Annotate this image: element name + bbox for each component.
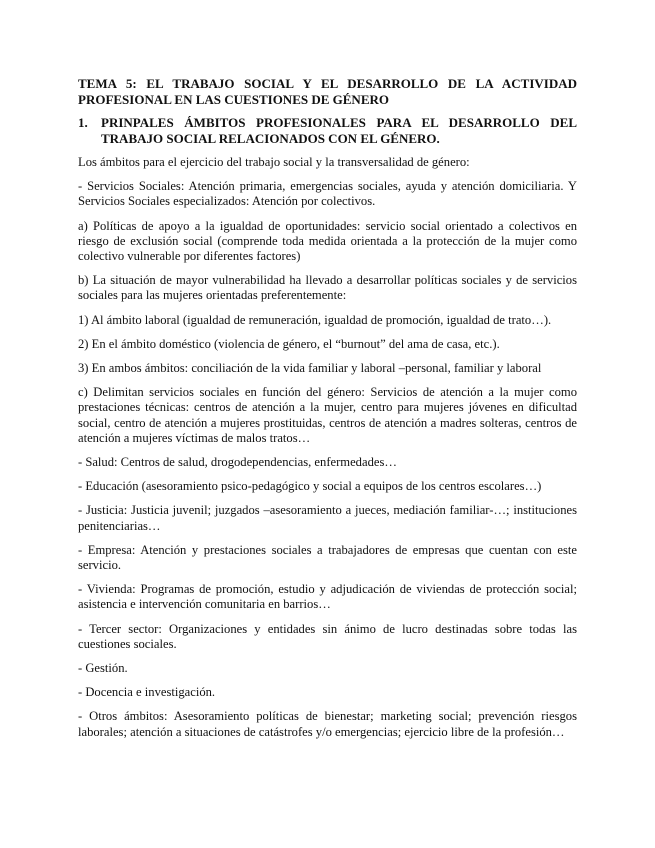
- paragraph-politicas-apoyo: a) Políticas de apoyo a la igualdad de oportunidades: servicio social orientado a colectivos en riesgo de exclusión social (comprende toda medida orientada a la protección de la mujer como colectivo vulnerable por diferentes factores): [78, 218, 577, 264]
- paragraph-ambito-domestico: 2) En el ámbito doméstico (violencia de género, el “burnout” del ama de casa, etc.).: [78, 336, 500, 351]
- paragraph-vivienda: - Vivienda: Programas de promoción, estudio y adjudicación de viviendas de protección social; asistencia e intervención comunitaria en barrios…: [78, 582, 577, 612]
- paragraph-gestion: - Gestión.: [78, 661, 128, 676]
- paragraph-intro: Los ámbitos para el ejercicio del trabajo social y la transversalidad de género:: [78, 155, 470, 169]
- document-title: TEMA 5: EL TRABAJO SOCIAL Y EL DESARROLLO DE LA ACTIVIDAD PROFESIONAL EN LAS CUESTIONES DE GÉNERO: [78, 76, 577, 107]
- paragraph-empresa: - Empresa: Atención y prestaciones sociales a trabajadores de empresas que cuentan con este servicio.: [78, 542, 577, 573]
- paragraph-servicios-genero: c) Delimitan servicios sociales en función del género: Servicios de atención a la mujer como prestaciones técnicas: centros de atención a la mujer, centro para mujeres jóvenes en dificultad social, centro de atención a mujeres prostituidas, centros de atención a madres solteras, centros de atención a mujeres víctimas de malos tratos…: [78, 385, 577, 445]
- paragraph-tercer-sector: - Tercer sector: Organizaciones y entidades sin ánimo de lucro destinadas sobre todas las cuestiones sociales.: [78, 621, 577, 651]
- paragraph-ambos-ambitos: 3) En ambos ámbitos: conciliación de la vida familiar y laboral –personal, familiar y laboral: [78, 361, 542, 376]
- paragraph-docencia: - Docencia e investigación.: [78, 685, 216, 700]
- paragraph-ambito-laboral: 1) Al ámbito laboral (igualdad de remuneración, igualdad de promoción, igualdad de trato…).: [78, 312, 552, 327]
- paragraph-educacion: - Educación (asesoramiento psico-pedagógico y social a equipos de los centros escolares…): [78, 479, 542, 494]
- paragraph-salud: - Salud: Centros de salud, drogodependencias, enfermedades…: [78, 455, 397, 470]
- document-body: [78, 76, 577, 749]
- paragraph-justicia: - Justicia: Justicia juvenil; juzgados –asesoramiento a jueces, mediación familiar-…; instituciones penitenciarias…: [78, 503, 577, 533]
- paragraph-servicios-sociales: - Servicios Sociales: Atención primaria, emergencias sociales, ayuda y atención domiciliaria. Y Servicios Sociales especializados: Atención por colectivos.: [78, 179, 577, 209]
- paragraph-otros-ambitos: - Otros ámbitos: Asesoramiento políticas de bienestar; marketing social; prevención riesgos laborales; atención a situaciones de catástrofes y/o emergencias; ejercicio libre de la profesión…: [78, 709, 577, 739]
- section-heading-text: PRINPALES ÁMBITOS PROFESIONALES PARA EL DESARROLLO DEL TRABAJO SOCIAL RELACIONADOS CON EL GÉNERO.: [101, 115, 577, 146]
- section-heading: [78, 115, 577, 147]
- section-number: 1.: [78, 115, 88, 130]
- paragraph-vulnerabilidad: b) La situación de mayor vulnerabilidad ha llevado a desarrollar políticas sociales y de servicios sociales para las mujeres orientadas preferentemente:: [78, 273, 577, 303]
